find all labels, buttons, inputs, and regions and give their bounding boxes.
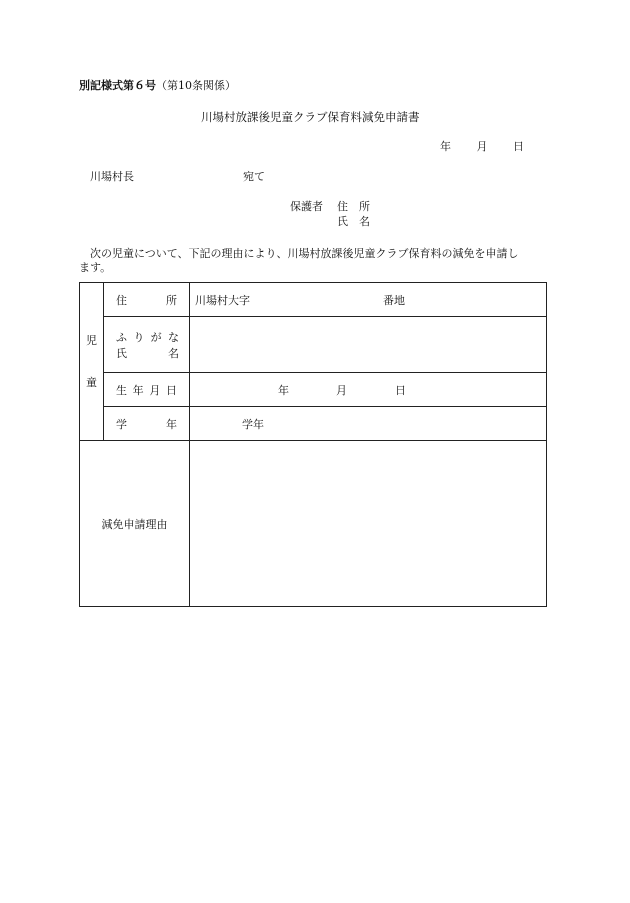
date-day: 日 bbox=[513, 140, 524, 153]
date-line bbox=[440, 140, 524, 154]
grade-label-right: 年 bbox=[166, 417, 177, 431]
reason-value-cell[interactable] bbox=[190, 441, 547, 607]
name-label-right: 名 bbox=[168, 346, 179, 360]
address-label-left: 住 bbox=[116, 293, 127, 307]
birth-char-4: 日 bbox=[165, 383, 177, 397]
birth-char-1: 生 bbox=[116, 383, 127, 397]
reason-label: 減免申請理由 bbox=[101, 517, 168, 531]
name-row bbox=[80, 317, 547, 373]
form-number-note: （第10条関係） bbox=[156, 79, 236, 92]
date-month: 月 bbox=[476, 140, 488, 153]
name-label-left: 氏 bbox=[116, 346, 127, 360]
address-value-cell[interactable] bbox=[190, 283, 547, 317]
child-label-bottom: 童 bbox=[86, 375, 97, 389]
applicant-address-label: 住 所 bbox=[337, 200, 370, 213]
birthdate-row bbox=[80, 373, 547, 407]
birth-day: 日 bbox=[395, 383, 406, 397]
reason-row bbox=[80, 441, 547, 607]
furigana-char-1: ふ bbox=[116, 330, 127, 344]
address-prefix: 川場村大字 bbox=[195, 293, 250, 307]
birth-char-2: 年 bbox=[132, 383, 144, 397]
furigana-char-4: な bbox=[167, 330, 179, 344]
grade-label-cell bbox=[104, 407, 190, 441]
date-year: 年 bbox=[440, 140, 451, 153]
birth-month: 月 bbox=[336, 383, 347, 397]
body-text-line1: 次の児童について、下記の理由により、川場村放課後児童クラブ保育料の減免を申請し bbox=[79, 247, 519, 260]
grade-label-left: 学 bbox=[116, 417, 127, 431]
address-label-right: 所 bbox=[166, 293, 177, 307]
form-number bbox=[79, 79, 236, 93]
body-text-line2: ます。 bbox=[79, 261, 112, 274]
grade-value-cell[interactable] bbox=[190, 407, 547, 441]
birth-char-3: 月 bbox=[149, 383, 161, 397]
furigana-char-3: が bbox=[150, 330, 162, 344]
address-suffix: 番地 bbox=[383, 293, 405, 307]
birth-year: 年 bbox=[278, 383, 289, 397]
applicant-label: 保護者 bbox=[290, 200, 323, 213]
reason-label-cell bbox=[80, 441, 190, 607]
document-title: 川場村放課後児童クラブ保育料減免申請書 bbox=[201, 110, 420, 124]
child-label-cell bbox=[80, 283, 104, 441]
form-number-label: 別記様式第６号 bbox=[79, 79, 156, 92]
furigana-label-cell bbox=[104, 317, 190, 373]
child-label-top: 児 bbox=[86, 333, 97, 347]
addressee-name: 川場村長 bbox=[90, 170, 134, 183]
furigana-char-2: り bbox=[133, 330, 145, 344]
applicant-name-label: 氏 名 bbox=[337, 215, 370, 228]
address-row bbox=[80, 283, 547, 317]
birthdate-value-cell[interactable] bbox=[190, 373, 547, 407]
name-value-cell[interactable] bbox=[190, 317, 547, 373]
grade-row bbox=[80, 407, 547, 441]
birthdate-label-cell bbox=[104, 373, 190, 407]
addressee-suffix: 宛て bbox=[243, 170, 265, 183]
grade-unit: 学年 bbox=[242, 417, 264, 431]
address-label-cell bbox=[104, 283, 190, 317]
application-table bbox=[79, 282, 547, 607]
